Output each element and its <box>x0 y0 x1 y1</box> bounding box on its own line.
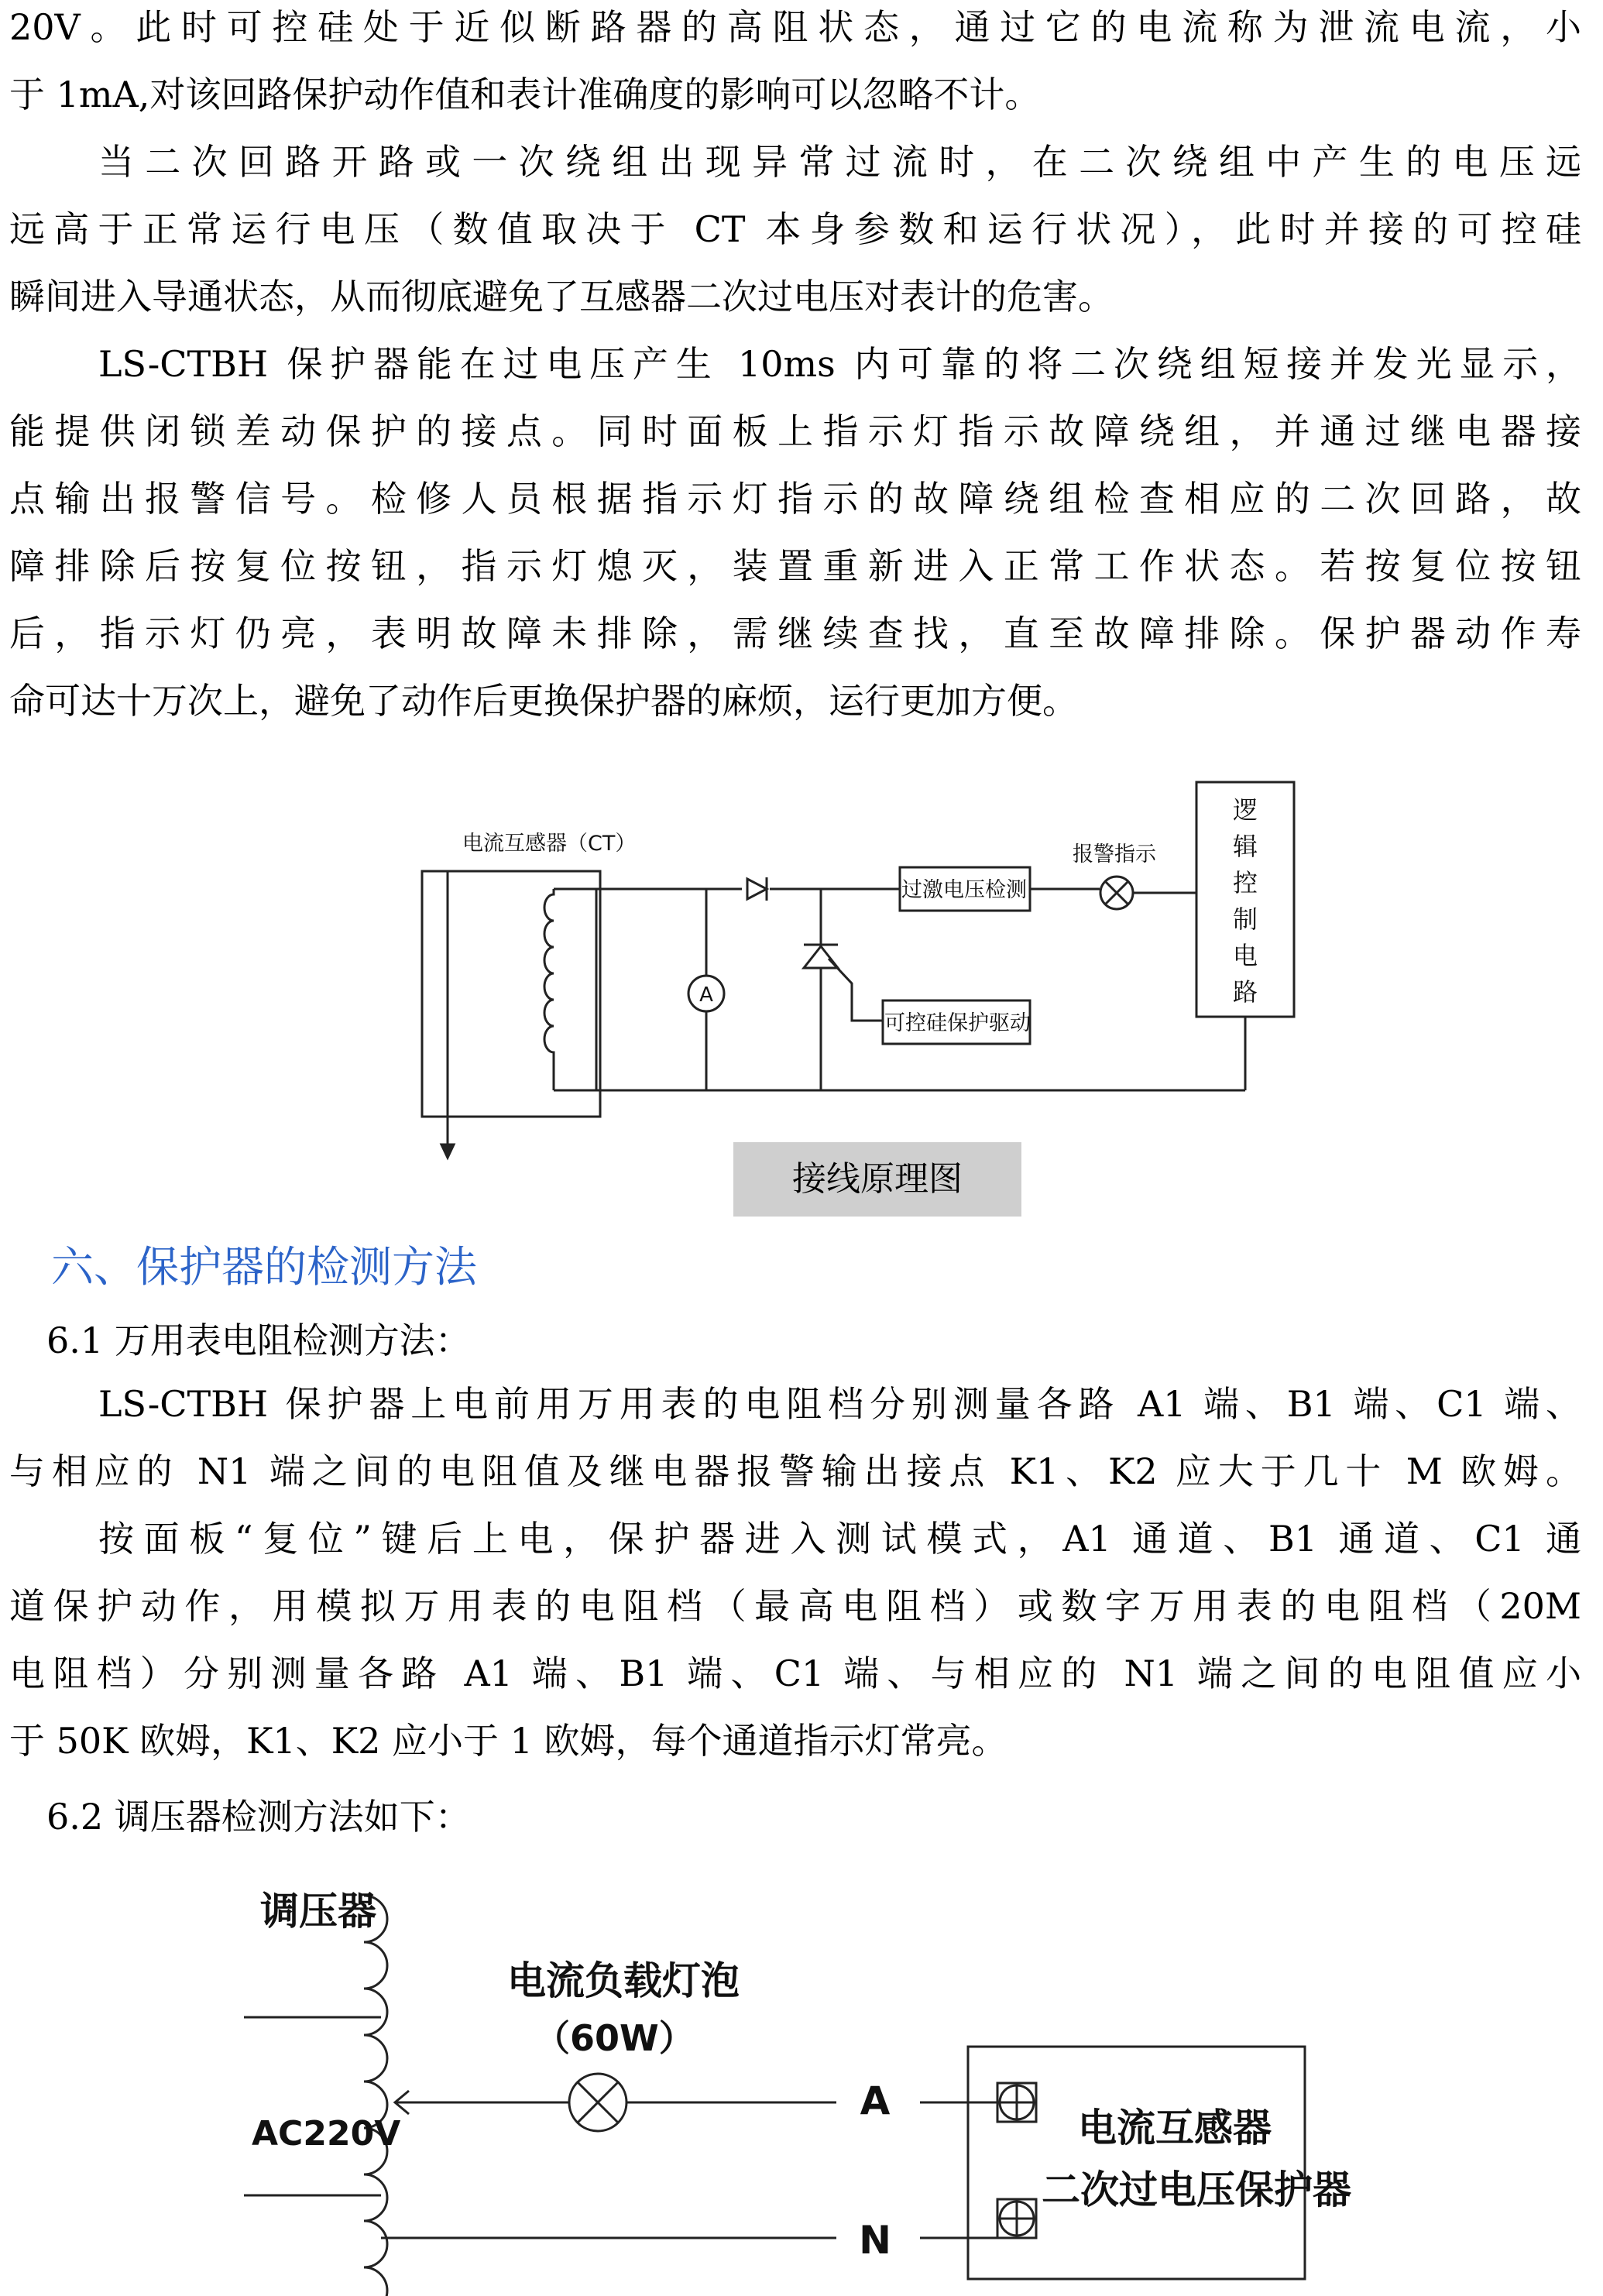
text-line: 于 50K 欧姆，K1、K2 应小于 1 欧姆，每个通道指示灯常亮。 <box>9 1720 1007 1762</box>
text-line: 当二次回路开路或一次绕组出现异常过流时，在二次绕组中产生的电压远 <box>98 141 1581 183</box>
ac-voltage-label: AC220V <box>252 2114 401 2154</box>
arrow-down-icon <box>441 1145 454 1158</box>
scr-driver-label: 可控硅保护驱动 <box>884 1011 1031 1035</box>
paragraph-test-mode <box>9 1505 1581 1775</box>
alarm-label: 报警指示 <box>1073 843 1156 867</box>
logic-label-char: 电 <box>1232 941 1258 970</box>
logic-label-char: 控 <box>1232 868 1258 897</box>
paragraph-overvoltage <box>9 129 1581 331</box>
diode-icon <box>747 879 767 899</box>
ct-label: 电流互感器（CT） <box>462 832 637 856</box>
detect-label: 过激电压检测 <box>901 878 1027 902</box>
diagram-caption: 接线原理图 <box>792 1159 963 1199</box>
text-line: 于 1mA,对该回路保护动作值和表计准确度的影响可以忽略不计。 <box>9 74 1041 115</box>
regulator-coil <box>364 1896 387 2296</box>
logic-label-char: 路 <box>1232 977 1258 1007</box>
regulator-label: 调压器 <box>260 1889 376 1934</box>
ammeter-label: A <box>699 983 713 1007</box>
text-line: 20V。此时可控硅处于近似断路器的高阻状态，通过它的电流称为泄流电流，小 <box>9 6 1581 48</box>
text-line: 按面板“复位”键后上电，保护器进入测试模式，A1 通道、B1 通道、C1 通 <box>98 1518 1581 1560</box>
paragraph-leakage <box>9 0 1581 129</box>
subsection-heading: 6.1 万用表电阻检测方法： <box>46 1320 471 1361</box>
text-line: 瞬间进入导通状态，从而彻底避免了互感器二次过电压对表计的危害。 <box>9 276 1114 317</box>
text-line: LS-CTBH 保护器能在过电压产生 10ms 内可靠的将二次绕组短接并发光显示， <box>98 343 1581 385</box>
subsection-heading: 6.2 调压器检测方法如下： <box>46 1796 471 1838</box>
lamp-power-label: （60W） <box>534 2017 695 2059</box>
text-line: 后，指示灯仍亮，表明故障未排除，需继续查找，直至故障排除。保护器动作寿 <box>9 613 1581 654</box>
paragraph-pre-power-test <box>9 1371 1581 1505</box>
paragraph-protector-function <box>9 331 1581 735</box>
text-line: 障排除后按复位按钮，指示灯熄灭，装置重新进入正常工作状态。若按复位按钮 <box>9 545 1581 587</box>
logic-label-char: 制 <box>1232 904 1258 934</box>
text-line: 能提供闭锁差动保护的接点。同时面板上指示灯指示故障绕组，并通过继电器接 <box>9 410 1581 452</box>
section-heading: 六、保护器的检测方法 <box>51 1242 478 1292</box>
regulator-test-diagram <box>0 1874 1603 2296</box>
text-line: 电阻档）分别测量各路 A1 端、B1 端、C1 端、与相应的 N1 端之间的电阻值应小 <box>9 1653 1581 1694</box>
text-line: 点输出报警信号。检修人员根据指示灯指示的故障绕组检查相应的二次回路，故 <box>9 478 1581 520</box>
terminal-n-label: N <box>859 2218 891 2263</box>
lamp-label: 电流负载灯泡 <box>507 1958 740 2003</box>
logic-label-char: 逻 <box>1232 795 1258 825</box>
device-label: 二次过电压保护器 <box>1042 2167 1351 2212</box>
text-line: 远高于正常运行电压（数值取决于 CT 本身参数和运行状况），此时并接的可控硅 <box>9 208 1581 250</box>
text-line: LS-CTBH 保护器上电前用万用表的电阻档分别测量各路 A1 端、B1 端、C1 端、 <box>98 1383 1581 1425</box>
logic-label-char: 辑 <box>1232 832 1258 861</box>
text-line: 命可达十万次上，避免了动作后更换保护器的麻烦，运行更加方便。 <box>9 680 1078 722</box>
protector-device-box <box>968 2047 1305 2279</box>
coil <box>544 889 554 1090</box>
terminal-a-label: A <box>860 2078 891 2123</box>
device-label: 电流互感器 <box>1078 2106 1272 2150</box>
text-line: 与相应的 N1 端之间的电阻值及继电器报警输出接点 K1、K2 应大于几十 M 欧姆。 <box>9 1450 1581 1492</box>
text-line: 道保护动作，用模拟万用表的电阻档（最高电阻档）或数字万用表的电阻档（20M <box>9 1585 1581 1627</box>
